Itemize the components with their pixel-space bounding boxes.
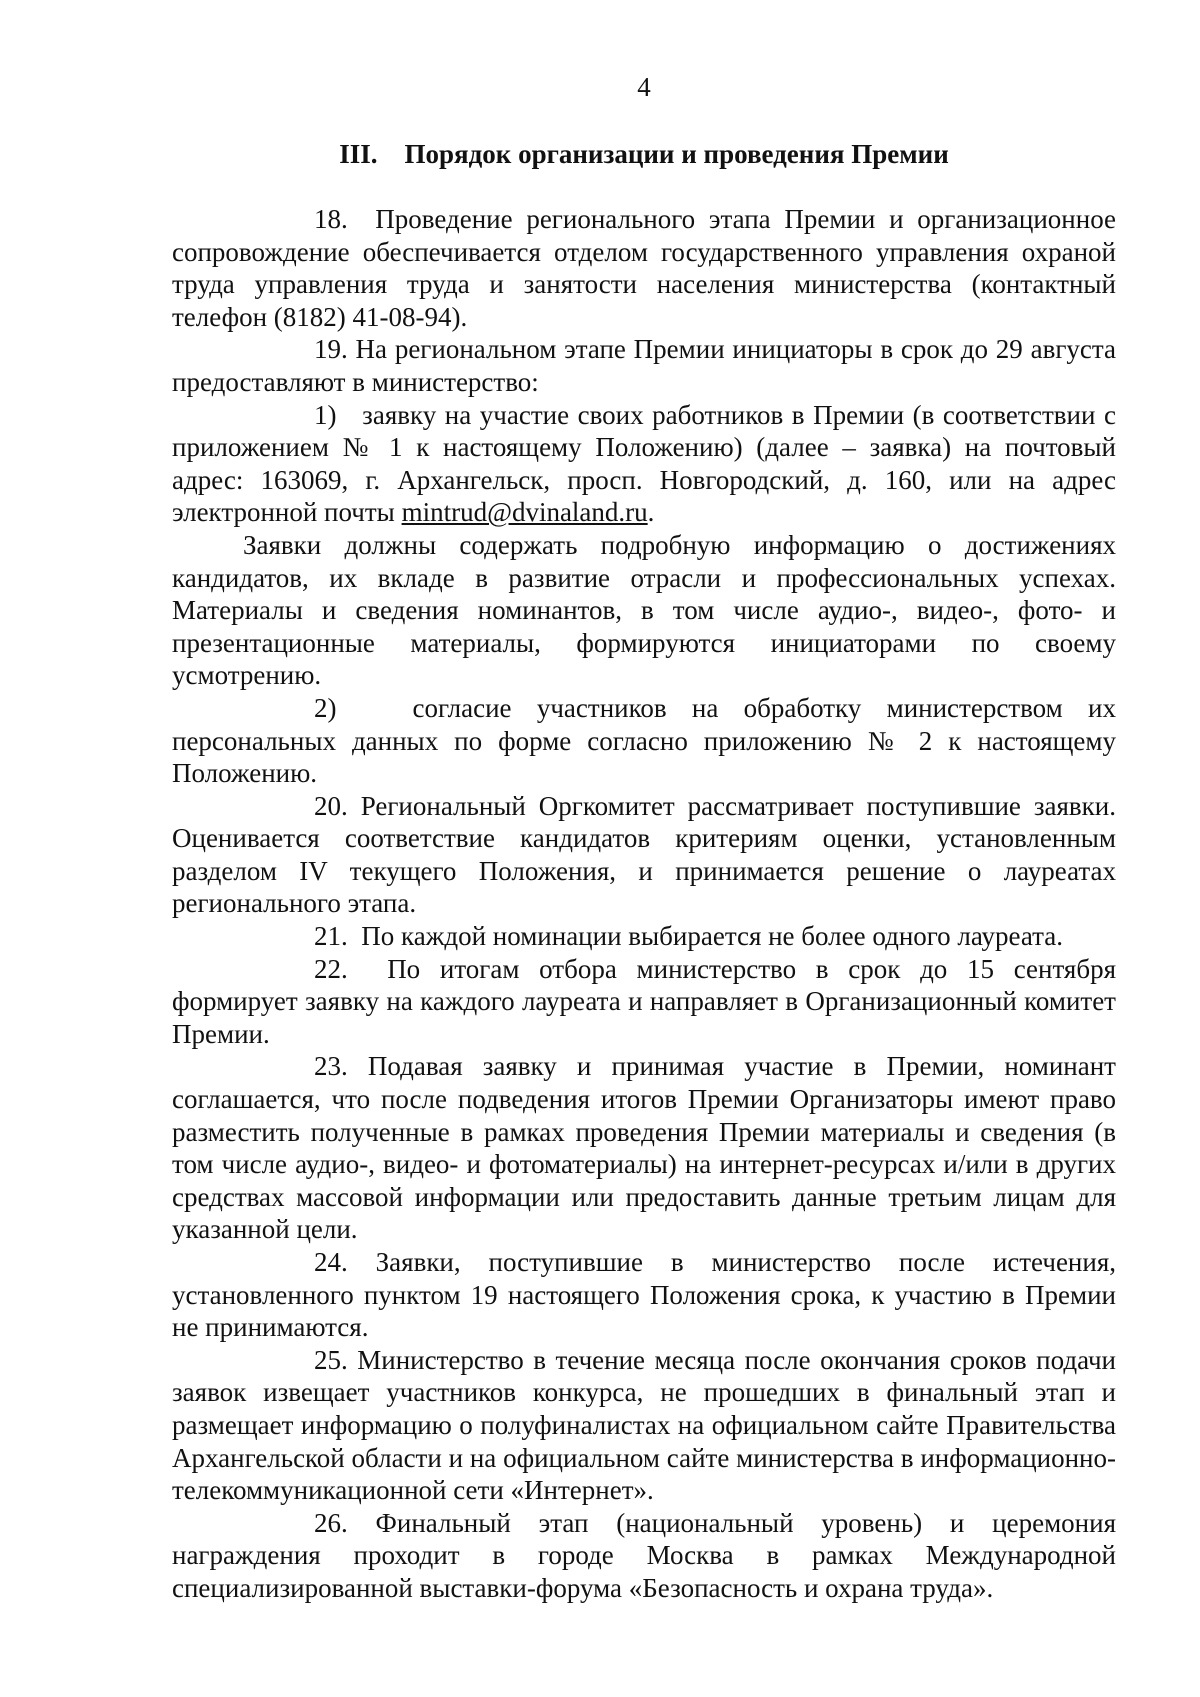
paragraph-number: 18.	[314, 204, 348, 234]
paragraph-21	[172, 920, 1116, 953]
paragraph-number: 23.	[314, 1051, 348, 1082]
paragraph-text: Заявки, поступившие в министерство после истечения, установленного пунктом 19 настоящего Положения срока, к участию в Премии не принимаются.	[172, 1247, 1117, 1343]
paragraph-applications-content	[172, 529, 1116, 692]
paragraph-25	[172, 1344, 1116, 1507]
list-item-number: 2)	[314, 692, 337, 723]
paragraph-number: 19.	[314, 334, 348, 365]
paragraph-text: На региональном этапе Премии инициаторы в срок до 29 августа предоставляют в министерство:	[172, 334, 1116, 397]
paragraph-text: Региональный Оргкомитет рассматривает поступившие заявки. Оценивается соответствие кандидатов критериям оценки, установленным разделом IV текущего Положения, и принимается решение о лауреатах регионального этапа.	[172, 790, 1116, 919]
paragraph-23	[172, 1050, 1116, 1246]
section-roman-numeral: III.	[339, 139, 378, 169]
paragraph-text: Проведение регионального этапа Премии и организационное сопровождение обеспечивается отделом государственного управления охраной труда управления труда и занятости населения министерства (контактный телефон (8182) 41-08-94).	[172, 204, 1117, 332]
paragraph-24	[172, 1246, 1116, 1344]
paragraph-text: Подавая заявку и принимая участие в Премии, номинант соглашается, что после подведения итогов Премии Организаторы имеют право разместить полученные в рамках проведения Премии материалы и сведения (в том числе аудио-, видео- и фотоматериалы) на интернет-ресурсах и/или в других средствах массовой информации или предоставить данные третьим лицам для указанной цели.	[172, 1051, 1116, 1245]
paragraph-number: 26.	[314, 1507, 348, 1538]
paragraph-18	[172, 203, 1116, 333]
paragraph-text: Заявки должны содержать подробную информацию о достижениях кандидатов, их вкладе в развитие отрасли и профессиональных успехах. Материалы и сведения номинантов, в том числе аудио-, видео-, фото- и презентационные материалы, формируются инициаторами по своему усмотрению.	[172, 529, 1116, 691]
paragraph-19	[172, 333, 1116, 398]
paragraph-20	[172, 790, 1116, 920]
paragraph-number: 25.	[314, 1344, 348, 1375]
paragraph-text: По итогам отбора министерство в срок до 15 сентября формирует заявку на каждого лауреата и направляет в Организационный комитет Премии.	[172, 953, 1117, 1049]
paragraph-26	[172, 1507, 1116, 1605]
paragraph-19-item-1	[172, 399, 1116, 529]
paragraph-number: 22.	[314, 953, 348, 984]
paragraph-text: согласие участников на обработку министерством их персональных данных по форме согласно приложению № 2 к настоящему Положению.	[172, 692, 1117, 789]
document-body	[172, 203, 1116, 1605]
paragraph-text: Министерство в течение месяца после окончания сроков подачи заявок извещает участников конкурса, не прошедших в финальный этап и размещает информацию о полуфиналистах на официальном сайте Правительства Архангельской области и на официальном сайте министерства в информационно-телекоммуникационной сети «Интернет».	[172, 1344, 1117, 1506]
email-link[interactable]: mintrud@dvinaland.ru	[401, 497, 648, 528]
paragraph-text: По каждой номинации выбирается не более одного лауреата.	[361, 921, 1063, 952]
paragraph-22	[172, 953, 1116, 1051]
page-number: 4	[637, 72, 651, 102]
list-item-number: 1)	[314, 399, 337, 430]
paragraph-number: 24.	[314, 1247, 348, 1277]
section-heading	[172, 137, 1116, 171]
paragraph-number: 21.	[314, 921, 348, 952]
section-title: Порядок организации и проведения Премии	[404, 139, 949, 169]
paragraph-text: Финальный этап (национальный уровень) и церемония награждения проходит в городе Москва в рамках Международной специализированной выставки-форума «Безопасность и охрана труда».	[172, 1507, 1116, 1603]
paragraph-number: 20.	[314, 790, 348, 821]
paragraph-text: заявку на участие своих работников в Премии (в соответствии с приложением № 1 к настоящему Положению) (далее – заявка) на почтовый адрес: 163069, г. Архангельск, просп. Новгородский, д. 160, или на адрес электронной почты	[172, 399, 1116, 528]
paragraph-text-end: .	[647, 497, 655, 528]
paragraph-19-item-2	[172, 692, 1116, 790]
